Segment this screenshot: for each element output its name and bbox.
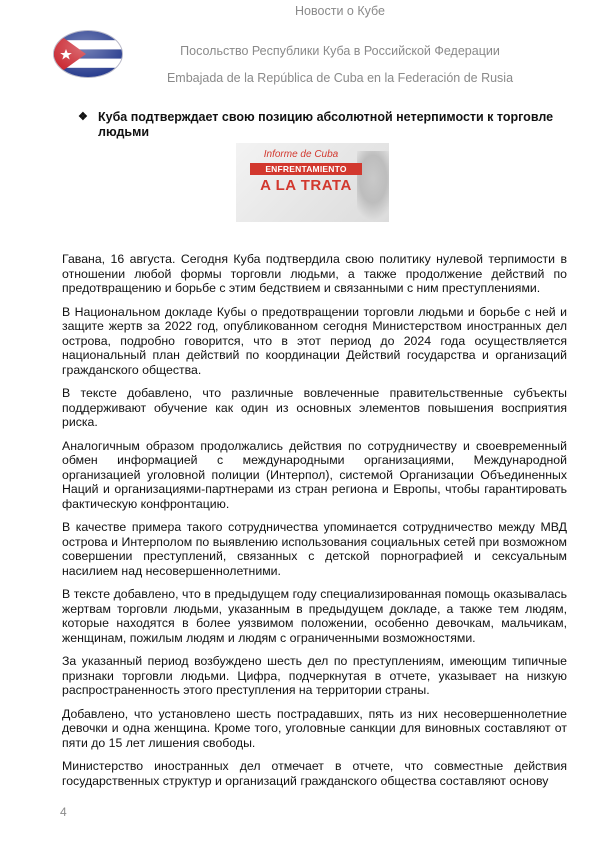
header-title: Новости о Кубе (295, 4, 385, 18)
article-image (236, 143, 389, 222)
diamond-bullet-icon: ❖ (78, 111, 88, 123)
article-body (62, 252, 567, 797)
paragraph: Министерство иностранных дел отмечает в отчете, что совместные действия государственных структур и организаций гражданского общества составляют основу (62, 759, 567, 788)
paragraph: За указанный период возбуждено шесть дел по преступлениям, имеющим типичные признаки торговли людьми. Цифра, подчеркнутая в отчете, указывает на низкую распространенность этого преступления на территории страны. (62, 654, 567, 697)
embassy-name-es: Embajada de la República de Cuba en la Federación de Rusia (166, 71, 514, 85)
image-caption-band: ENFRENTAMIENTO (250, 163, 362, 175)
paragraph: В тексте добавлено, что различные вовлеченные правительственные субъекты поддерживают обучение как один из основных элементов повышения восприятия риска. (62, 386, 567, 429)
page-header (0, 0, 610, 100)
paragraph: В тексте добавлено, что в предыдущем году специализированная помощь оказывалась жертвам торговли людьми, указанным в предыдущем докладе, а также тем людям, которые находятся в более уязвимом положении, особенно девочкам, мальчикам, женщинам, пожилым людям и людям с ограниченными возможностями. (62, 587, 567, 645)
paragraph: Гавана, 16 августа. Сегодня Куба подтвердила свою политику нулевой терпимости в отношении любой формы торговли людьми, а также продолжение действий по предотвращению и борьбе с этим бедствием и связанными с ним преступлениями. (62, 252, 567, 295)
page-number: 4 (60, 805, 67, 819)
paragraph: Аналогичным образом продолжались действия по сотрудничеству и своевременный обмен информацией с международными организациями, Международной организацией уголовной полиции (Интерпол), системой Организации Объединенных Наций и организациями-партнерами из стран региона и Европы, чтобы гарантировать фактическую конфронтацию. (62, 438, 567, 511)
embassy-name-ru: Посольство Республики Куба в Российской Федерации (180, 44, 500, 58)
image-caption-big: A LA TRATA (260, 177, 352, 194)
article-title: Куба подтверждает свою позицию абсолютной нетерпимости к торговле людьми (98, 110, 554, 139)
image-caption-top: Informe de Cuba (263, 149, 339, 160)
cuba-flag-logo (52, 28, 124, 80)
paragraph: Добавлено, что установлено шесть пострадавших, пять из них несовершеннолетние девочки и одна женщина. Кроме того, уголовные санкции для виновных составляют от пяти до 15 лет лишения свободы. (62, 706, 567, 750)
article-headline (78, 110, 578, 140)
paragraph: В Национальном докладе Кубы о предотвращении торговли людьми и борьбе с ней и защите жертв за 2022 год, опубликованном сегодня Министерством иностранных дел острова, подробно говорится, что в этот период до 2024 года осуществляется национальный план действий по координации Действий государства и организаций гражданского общества. (62, 304, 567, 377)
paragraph: В качестве примера такого сотрудничества упоминается сотрудничество между МВД острова и Интерполом по выявлению использования социальных сетей при возможном совершении преступлений, связанных с детской порнографией и сексуальным насилием над несовершеннолетними. (62, 520, 567, 578)
